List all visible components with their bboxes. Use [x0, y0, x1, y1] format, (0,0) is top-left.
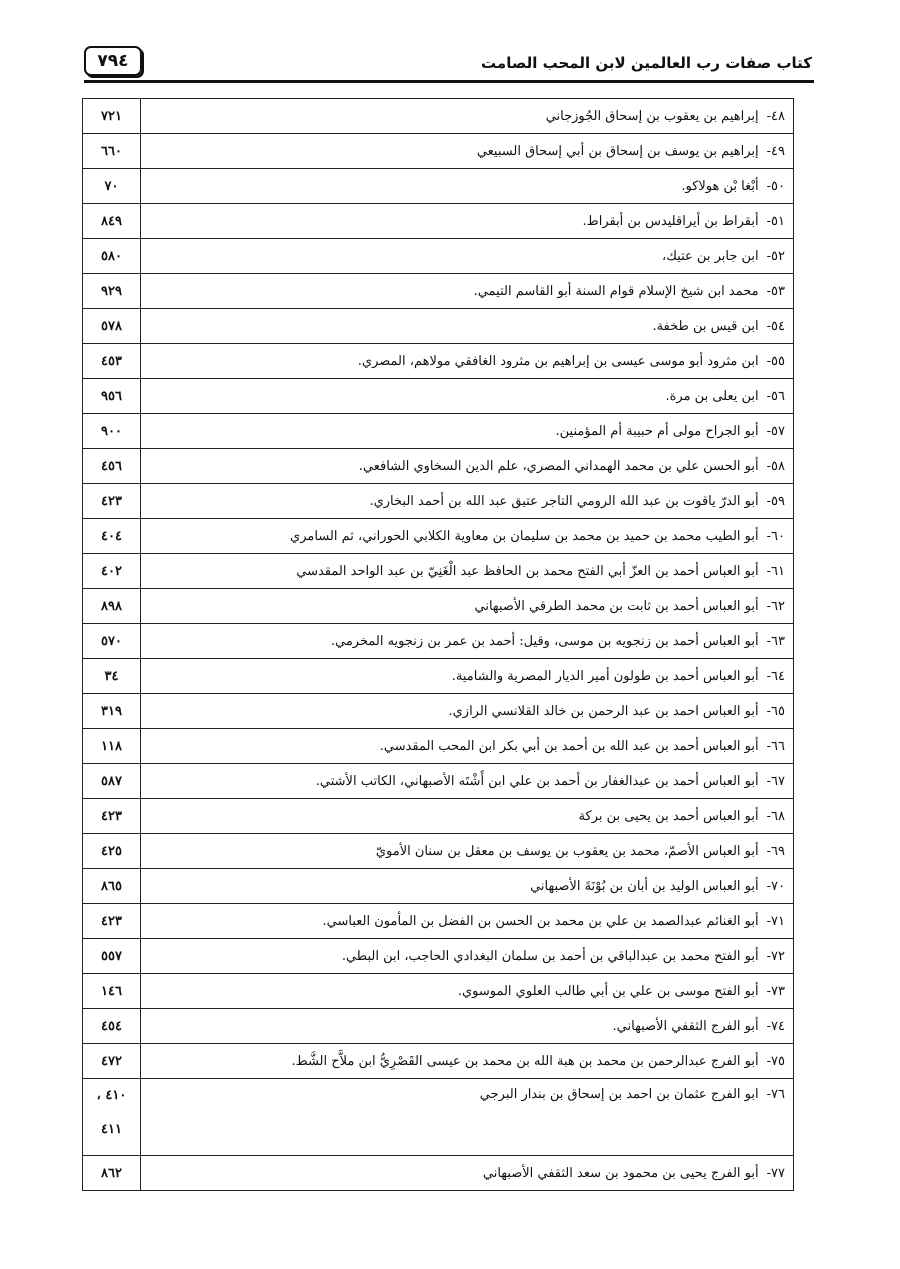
page-ref-cell	[83, 764, 141, 799]
entry-name: ابن مثرود أبو موسى عيسى بن إبراهيم بن مثرود الغافقي مولاهم، المصري.	[357, 353, 759, 369]
entry-number: ٥٩-	[766, 493, 785, 509]
page-ref: ٥٨٧	[101, 773, 122, 789]
page-ref: ٥٥٧	[101, 948, 122, 964]
entry-number: ٥٢-	[766, 248, 785, 264]
page-ref-cell	[83, 939, 141, 974]
entry-name: أبو الفتح محمد بن عبدالباقي بن أحمد بن سلمان البغدادي الحاجب، ابن البطي.	[341, 948, 759, 964]
entry-number: ٦١-	[766, 563, 785, 579]
entry-cell	[141, 729, 794, 764]
entry-number: ٥٠-	[766, 178, 785, 194]
entry-number: ٦٢-	[766, 598, 785, 614]
entry-name: ابن جابر بن عتيك،	[662, 248, 759, 264]
entry-cell	[141, 904, 794, 939]
page-ref-cell	[83, 169, 141, 204]
table-row	[83, 764, 794, 799]
table-row	[83, 799, 794, 834]
entry-name: أبو العباس أحمد بن ثابت بن محمد الطرقي الأصبهاني	[474, 598, 759, 614]
entry-name: أبو الدرّ ياقوت بن عبد الله الرومي التاجر عتيق عبد الله بن أحمد البخاري.	[369, 493, 759, 509]
entry-cell	[141, 659, 794, 694]
entry-cell	[141, 1156, 794, 1191]
entry-number: ٦٨-	[766, 808, 785, 824]
page-ref: ٥٨٠	[101, 248, 122, 264]
page-ref: ٨٩٨	[101, 598, 122, 614]
entry-cell	[141, 624, 794, 659]
entry-cell	[141, 239, 794, 274]
page-ref: ٤٢٣	[101, 913, 122, 929]
entry-cell	[141, 344, 794, 379]
page-ref: ٩٢٩	[101, 283, 122, 299]
table-row	[83, 309, 794, 344]
table-row	[83, 519, 794, 554]
table-row	[83, 729, 794, 764]
entry-cell	[141, 694, 794, 729]
entry-name: أبو العباس احمد بن عبد الرحمن بن خالد القلانسي الرازي.	[448, 703, 759, 719]
page-ref: ١١٨	[101, 738, 122, 754]
table-row	[83, 834, 794, 869]
entry-name: أبو الغنائم عبدالصمد بن علي بن محمد بن الحسن بن الفضل بن المأمون العباسي.	[322, 913, 759, 929]
entry-cell	[141, 484, 794, 519]
entry-number: ٧٣-	[766, 983, 785, 999]
page-header	[84, 44, 812, 80]
table-row	[83, 1044, 794, 1079]
entry-number: ٥٧-	[766, 423, 785, 439]
entry-name: أبو العباس أحمد بن يحيى بن بركة	[578, 808, 759, 824]
entry-number: ٥٦-	[766, 388, 785, 404]
page-ref: ٤١٠ ،	[96, 1088, 127, 1103]
entry-cell	[141, 834, 794, 869]
entry-cell	[141, 974, 794, 1009]
entry-name: أبو الفتح موسى بن علي بن أبي طالب العلوي الموسوي.	[457, 983, 759, 999]
page-ref: ٤١١	[101, 1122, 122, 1137]
table-row	[83, 1009, 794, 1044]
entry-number: ٥٣-	[766, 283, 785, 299]
page-ref-cell	[83, 659, 141, 694]
page-ref-cell	[83, 1079, 141, 1156]
page-ref-cell	[83, 694, 141, 729]
entry-cell	[141, 379, 794, 414]
table-row	[83, 904, 794, 939]
entry-name: أبو الفرج الثقفي الأصبهاني.	[612, 1018, 759, 1034]
page-ref-cell	[83, 204, 141, 239]
entry-number: ٤٩-	[766, 143, 785, 159]
page-ref: ٤٢٣	[101, 808, 122, 824]
entry-cell	[141, 939, 794, 974]
table-row	[83, 484, 794, 519]
table-row	[83, 1156, 794, 1191]
entry-number: ٦٩-	[766, 843, 785, 859]
table-row	[83, 99, 794, 134]
entry-name: أبو العباس أحمد بن زنجويه بن موسى، وقيل: أحمد بن عمر بن زنجويه المخرمي.	[330, 633, 759, 649]
entry-number: ٥٥-	[766, 353, 785, 369]
page-ref-cell	[83, 519, 141, 554]
page-ref: ١٤٦	[101, 983, 122, 999]
table-row	[83, 624, 794, 659]
table-row	[83, 379, 794, 414]
entry-name: إبراهيم بن يعقوب بن إسحاق الجُوزجاني	[545, 108, 759, 124]
entry-number: ٦٥-	[766, 703, 785, 719]
page-ref-cell	[83, 309, 141, 344]
entry-number: ٧٧-	[766, 1165, 785, 1181]
page-ref-cell	[83, 974, 141, 1009]
page-ref-cell	[83, 1156, 141, 1191]
page-ref-cell	[83, 239, 141, 274]
page-ref: ٤٢٥	[101, 843, 122, 859]
page-number: ٧٩٤	[84, 46, 142, 76]
page-ref: ٣٤	[104, 668, 119, 684]
entry-cell	[141, 309, 794, 344]
page-ref-cell	[83, 1044, 141, 1079]
entry-cell	[141, 204, 794, 239]
entry-number: ٦٧-	[766, 773, 785, 789]
entry-cell	[141, 134, 794, 169]
page-ref: ٤٠٢	[101, 563, 122, 579]
entry-number: ٧٠-	[766, 878, 785, 894]
table-row	[83, 974, 794, 1009]
table-row	[83, 1079, 794, 1156]
table-row	[83, 204, 794, 239]
table-row	[83, 589, 794, 624]
entry-cell	[141, 554, 794, 589]
page-ref: ٤٢٣	[101, 493, 122, 509]
entry-cell	[141, 799, 794, 834]
entry-number: ٤٨-	[766, 108, 785, 124]
entry-cell	[141, 1079, 794, 1156]
entry-number: ٧٥-	[766, 1053, 785, 1069]
entry-number: ٧٦-	[766, 1087, 785, 1102]
entry-number: ٦٣-	[766, 633, 785, 649]
entry-number: ٦٤-	[766, 668, 785, 684]
entry-cell	[141, 764, 794, 799]
entry-cell	[141, 99, 794, 134]
entry-number: ٥٨-	[766, 458, 785, 474]
header-rule	[84, 80, 814, 83]
book-title: كتاب صفات رب العالمين لابن المحب الصامت	[481, 54, 812, 72]
entry-name: أبْغا بْن هولاكو.	[681, 178, 759, 194]
entry-cell	[141, 589, 794, 624]
table-row	[83, 274, 794, 309]
entry-cell	[141, 519, 794, 554]
page-ref-cell	[83, 449, 141, 484]
page-ref-cell	[83, 729, 141, 764]
entry-cell	[141, 449, 794, 484]
entry-number: ٦٠-	[766, 528, 785, 544]
page-ref-cell	[83, 274, 141, 309]
page-ref-cell	[83, 904, 141, 939]
page-ref-cell	[83, 484, 141, 519]
table-row	[83, 344, 794, 379]
entry-name: أبو الحسن علي بن محمد الهمداني المصري، علم الدين السخاوي الشافعي.	[358, 458, 759, 474]
page-ref: ٤٠٤	[101, 528, 122, 544]
table-row	[83, 869, 794, 904]
page-ref-cell	[83, 99, 141, 134]
entry-number: ٧١-	[766, 913, 785, 929]
page-ref: ٩٠٠	[101, 423, 122, 439]
page-ref: ٤٥٦	[101, 458, 122, 474]
page-ref: ٥٧٨	[101, 318, 122, 334]
table-row	[83, 694, 794, 729]
table-row	[83, 659, 794, 694]
entry-name: أبو العباس أحمد بن عبد الله بن أحمد بن أبي بكر ابن المحب المقدسي.	[379, 738, 759, 754]
page-ref: ٧٢١	[101, 108, 122, 124]
entry-name: أبو الطيب محمد بن حميد بن محمد بن سليمان بن معاوية الكلابي الحوراني، ثم السامري	[290, 528, 759, 544]
page-ref: ٨٤٩	[101, 213, 122, 229]
entry-cell	[141, 1009, 794, 1044]
page-ref-cell	[83, 1009, 141, 1044]
page-ref: ٤٥٣	[101, 353, 122, 369]
table-row	[83, 134, 794, 169]
entry-cell	[141, 1044, 794, 1079]
page-ref-cell	[83, 799, 141, 834]
entry-cell	[141, 414, 794, 449]
page-ref-cell	[83, 414, 141, 449]
entry-cell	[141, 169, 794, 204]
entry-name: أبو العباس الأصمّ، محمد بن يعقوب بن يوسف بن معقل بن سنان الأمويّ	[375, 843, 759, 859]
page-ref: ٨٦٢	[101, 1165, 122, 1181]
page-ref-cell	[83, 379, 141, 414]
entry-name: أبو العباس أحمد بن طولون أمير الديار المصرية والشامية.	[451, 668, 759, 684]
table-row	[83, 414, 794, 449]
page-ref: ٦٦٠	[101, 143, 122, 159]
table-row	[83, 449, 794, 484]
table-row	[83, 939, 794, 974]
entry-name: أبو الفرج عبدالرحمن بن محمد بن هبة الله بن محمد بن عيسى القَصْرِيُّ ابن ملاَّح الشَّط.	[291, 1053, 759, 1069]
page-ref: ٨٦٥	[101, 878, 122, 894]
entry-number: ٥١-	[766, 213, 785, 229]
entry-number: ٧٢-	[766, 948, 785, 964]
page-ref-cell	[83, 554, 141, 589]
entry-number: ٧٤-	[766, 1018, 785, 1034]
entry-name: أبو العباس الوليد بن أبان بن بُوْنَةَ الأصبهاني	[530, 878, 759, 894]
entry-name: أبو العباس أحمد بن العزّ أبي الفتح محمد بن الحافظ عبد الْغَنِيّ بن عبد الواحد المقدسي	[296, 563, 759, 579]
entry-name: أبو الجراح مولى أم حبيبة أم المؤمنين.	[555, 423, 759, 439]
entry-cell	[141, 274, 794, 309]
table-row	[83, 239, 794, 274]
page-ref: ٥٧٠	[101, 633, 122, 649]
page-ref: ٧٠	[104, 178, 119, 194]
page-ref-cell	[83, 589, 141, 624]
page-ref: ٤٧٢	[101, 1053, 122, 1069]
entry-name: ابو الفرج عثمان بن احمد بن إسحاق بن بندار البرجي	[479, 1087, 759, 1102]
entry-cell	[141, 869, 794, 904]
page-ref-cell	[83, 869, 141, 904]
entry-name: أبقراط بن أيراقليدس بن أبقراط.	[582, 213, 759, 229]
entry-name: إبراهيم بن يوسف بن إسحاق بن أبي إسحاق السبيعي	[476, 143, 759, 159]
page-ref-cell	[83, 834, 141, 869]
page-ref: ٤٥٤	[101, 1018, 122, 1034]
entry-name: ابن قيس بن طخفة.	[652, 318, 759, 334]
entry-name: ابن يعلى بن مرة.	[665, 388, 759, 404]
entry-name: محمد ابن شيخ الإسلام قوام السنة أبو القاسم التيمي.	[473, 283, 759, 299]
page-ref: ٣١٩	[101, 703, 122, 719]
page-ref-cell	[83, 134, 141, 169]
entry-number: ٥٤-	[766, 318, 785, 334]
entry-name: أبو الفرج يحيى بن محمود بن سعد الثقفي الأصبهاني	[482, 1165, 759, 1181]
table-row	[83, 554, 794, 589]
page-ref: ٩٥٦	[101, 388, 122, 404]
index-table	[82, 98, 794, 1191]
page-ref-cell	[83, 344, 141, 379]
entry-name: أبو العباس أحمد بن عبدالغفار بن أحمد بن علي ابن أَشْتَه الأصبهاني، الكاتب الأشتي.	[315, 773, 759, 789]
table-row	[83, 169, 794, 204]
page-ref-cell	[83, 624, 141, 659]
entry-number: ٦٦-	[766, 738, 785, 754]
